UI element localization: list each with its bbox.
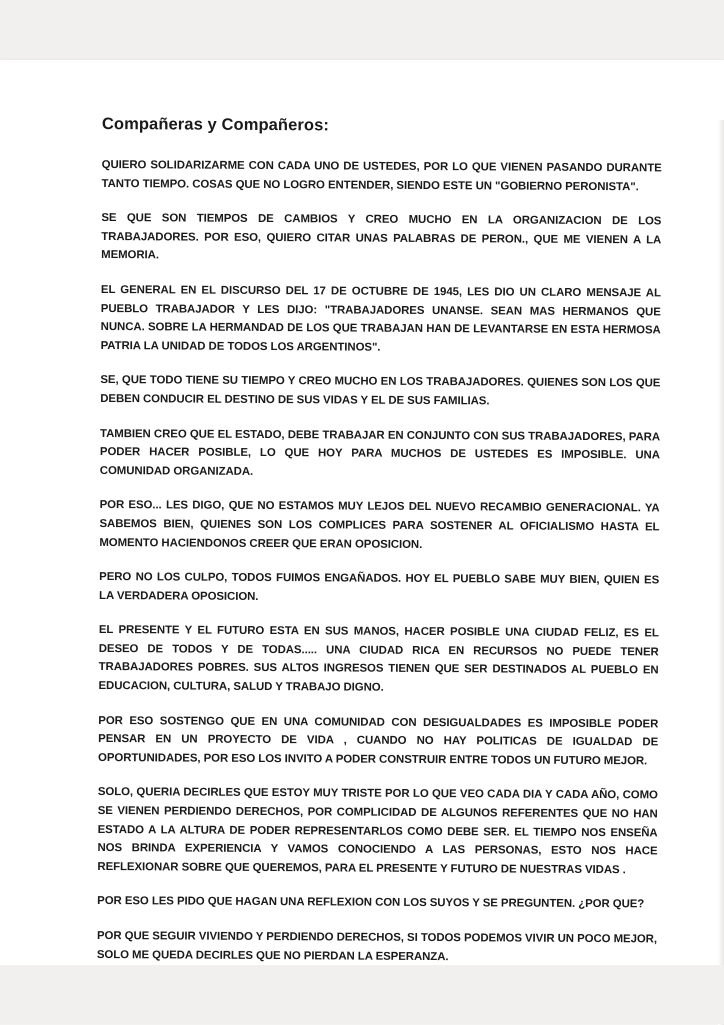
paragraph-4: SE, QUE TODO TIENE SU TIEMPO Y CREO MUCHO EN LOS TRABAJADORES. QUIENES SON LOS QUE DEBEN CONDUCIR EL DESTINO DE SUS VIDAS Y EL DE SUS FAMILIAS.: [100, 374, 661, 408]
paragraph-6: POR ESO... LES DIGO, QUE NO ESTAMOS MUY LEJOS DEL NUEVO RECAMBIO GENERACIONAL. YA SABEMOS BIEN, QUIENES SON LOS COMPLICES PARA SOSTENER AL OFICIALISMO HASTA EL MOMENTO HACIENDONOS CREER QUE ERAN OPOSICION.: [99, 499, 660, 551]
paragraph-2: SE QUE SON TIEMPOS DE CAMBIOS Y CREO MUCHO EN LA ORGANIZACION DE LOS TRABAJADORES. POR ESO, QUIERO CITAR UNAS PALABRAS DE PERON., QUE ME VIENEN A LA MEMORIA.: [101, 212, 662, 262]
paragraph-8: EL PRESENTE Y EL FUTURO ESTA EN SUS MANOS, HACER POSIBLE UNA CIUDAD FELIZ, ES EL DESEO DE TODOS Y DE TODAS..... UNA CIUDAD RICA EN RECURSOS NO PUEDE TENER TRABAJADORES POBRES. SUS ALTOS INGRESOS TIENEN QUE SER DESTINADOS AL PUEBLO EN EDUCACION, CULTURA, SALUD Y TRABAJO DIGNO.: [98, 624, 659, 694]
paragraph-7: PERO NO LOS CULPO, TODOS FUIMOS ENGAÑADOS. HOY EL PUEBLO SABE MUY BIEN, QUIEN ES LA VERDADERA OPOSICION.: [99, 571, 660, 603]
paragraph-11: POR ESO LES PIDO QUE HAGAN UNA REFLEXION CON LOS SUYOS Y SE PREGUNTEN. ¿POR QUE?: [97, 895, 645, 911]
paragraph-5: TAMBIEN CREO QUE EL ESTADO, DEBE TRABAJAR EN CONJUNTO CON SUS TRABAJADORES, PARA PODER HACER POSIBLE, LO QUE HOY PARA MUCHOS DE USTEDES ES IMPOSIBLE. UNA COMUNIDAD ORGANIZADA.: [99, 427, 661, 478]
scan-bottom-margin: [0, 965, 724, 1024]
paragraph-9: POR ESO SOSTENGO QUE EN UNA COMUNIDAD CON DESIGUALDADES ES IMPOSIBLE PODER PENSAR EN UN PROYECTO DE VIDA , CUANDO NO HAY POLITICAS DE IGUALDAD DE OPORTUNIDADES, POR ESO LOS INVITO A PODER CONSTRUIR ENTRE TODOS UN FUTURO MEJOR.: [98, 714, 659, 768]
scan-top-margin: [0, 0, 724, 60]
paragraph-3: EL GENERAL EN EL DISCURSO DEL 17 DE OCTUBRE DE 1945, LES DIO UN CLARO MENSAJE AL PUEBLO TRABAJADOR Y LES DIJO: "TRABAJADORES UNANSE. SEAN MAS HERMANOS QUE NUNCA. SOBRE LA HERMANDAD DE LOS QUE TRABAJAN HAN DE LEVANTARSE EN ESTA HERMOSA PATRIA LA UNIDAD DE TODOS LOS ARGENTINOS".: [100, 283, 661, 354]
paragraph-12: POR QUE SEGUIR VIVIENDO Y PERDIENDO DERECHOS, SI TODOS PODEMOS VIVIR UN POCO MEJOR, SOLO ME QUEDA DECIRLES QUE NO PIERDAN LA ESPERANZA.: [96, 929, 658, 963]
letter-body: [97, 115, 662, 1003]
paragraph-1: QUIERO SOLIDARIZARME CON CADA UNO DE USTEDES, POR LO QUE VIENEN PASANDO DURANTE TANTO TIEMPO. COSAS QUE NO LOGRO ENTENDER, SIENDO ESTE UN "GOBIERNO PERONISTA".: [101, 158, 662, 193]
page-edge-shadow: [718, 120, 724, 1025]
paragraph-10: SOLO, QUERIA DECIRLES QUE ESTOY MUY TRISTE POR LO QUE VEO CADA DIA Y CADA AÑO, COMO SE VIENEN PERDIENDO DERECHOS, POR COMPLICIDAD DE ALGUNOS REFERENTES QUE NO HAN ESTADO A LA ALTURA DE PODER REPRESENTARLOS COMO DEBE SER. EL TIEMPO NOS ENSEÑA NOS BRINDA EXPERIENCIA Y VAMOS CONOCIENDO A LAS PERSONAS, ESTO NOS HACE REFLEXIONAR SOBRE QUE QUEREMOS, PARA EL PRESENTE Y FUTURO DE NUESTRAS VIDAS .: [97, 786, 658, 877]
greeting-heading: Compañeras y Compañeros:: [101, 115, 330, 135]
